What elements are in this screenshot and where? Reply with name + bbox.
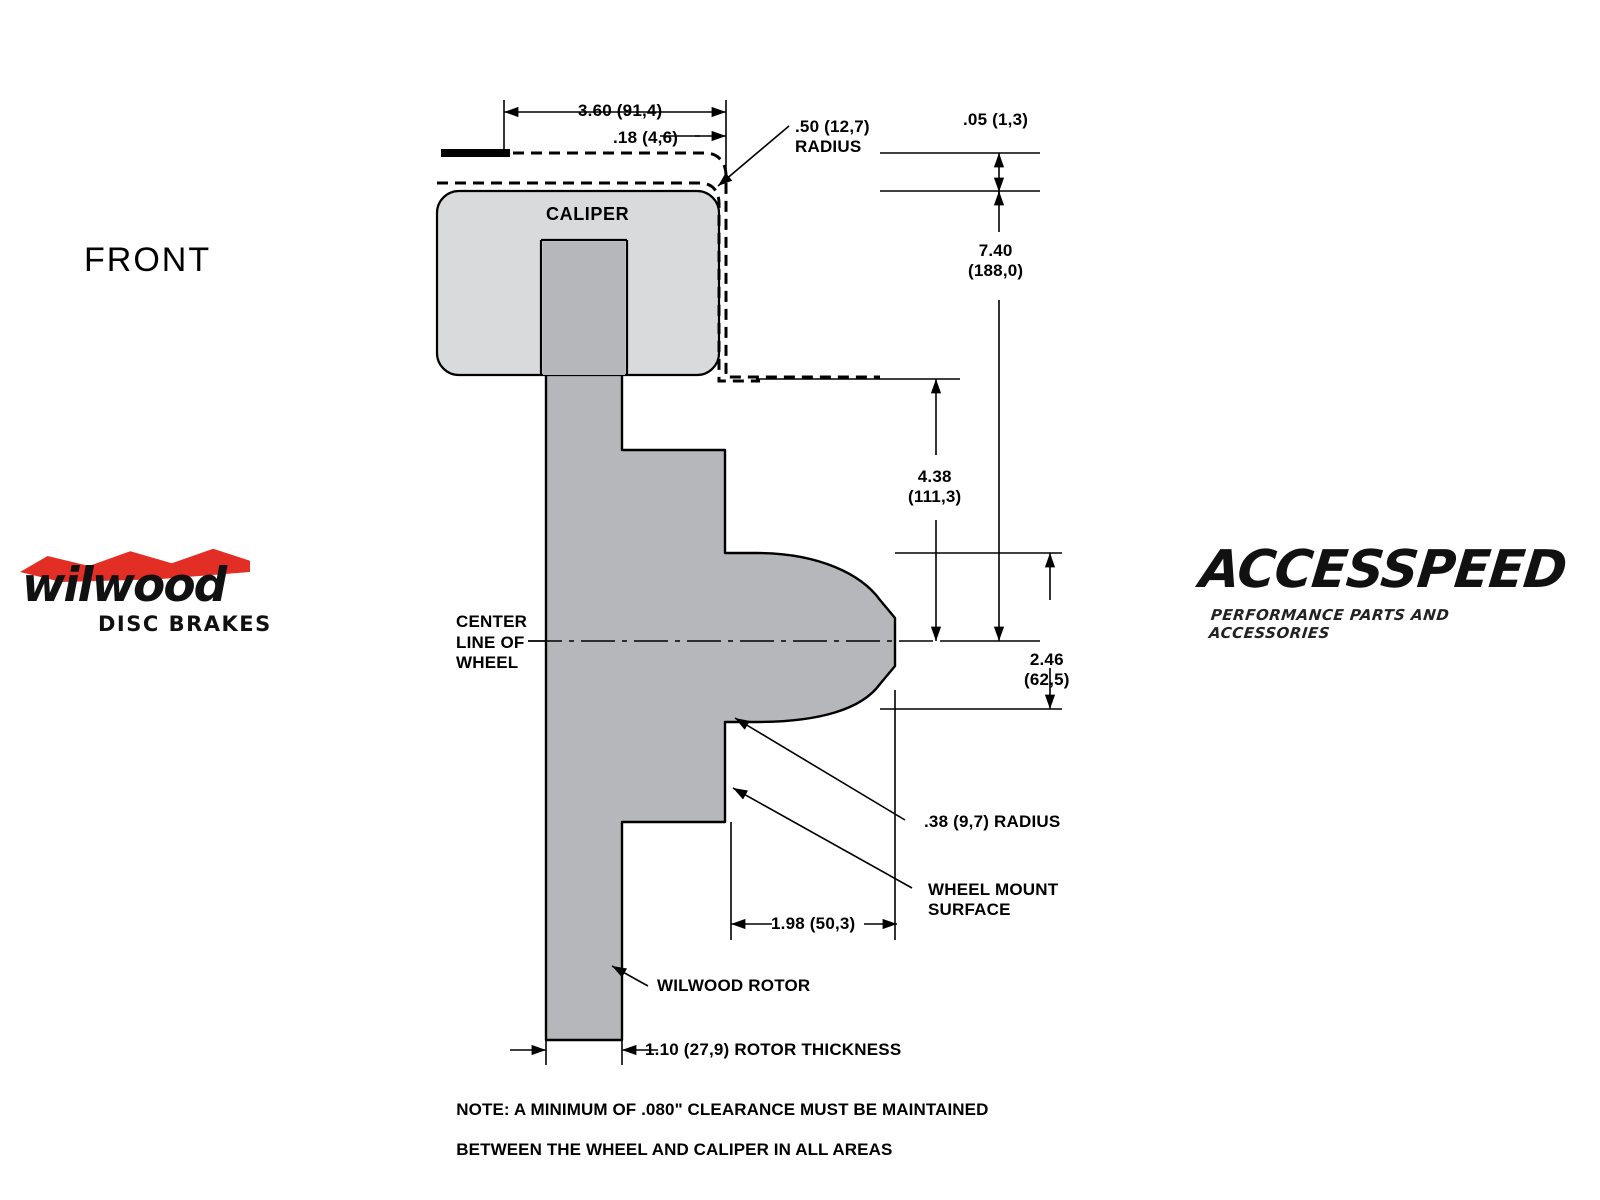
- dim-caliper-offset-label: .18 (4,6): [613, 128, 679, 147]
- dim-clearance-top: [880, 153, 1040, 192]
- dim-caliper-height-label: 7.40 (188,0): [968, 241, 1024, 281]
- dim-mount-offset: [731, 690, 897, 940]
- caliper-label: CALIPER: [546, 204, 630, 224]
- leader-hat-radius: [735, 718, 905, 820]
- dim-hat-radius-label: .38 (9,7) RADIUS: [924, 812, 1061, 831]
- dim-rotor-thickness: [510, 1040, 658, 1065]
- clearance-note-line2: BETWEEN THE WHEEL AND CALIPER IN ALL AREAS: [456, 1140, 893, 1160]
- clearance-note-line1: NOTE: A MINIMUM OF .080" CLEARANCE MUST BE MAINTAINED: [456, 1100, 989, 1120]
- leader-caliper-radius: [718, 126, 789, 186]
- accesspeed-tagline: PERFORMANCE PARTS AND ACCESSORIES: [1208, 606, 1451, 642]
- clearance-note: [437, 1080, 988, 1180]
- dim-clearance-top-label: .05 (1,3): [963, 110, 1029, 129]
- dim-mount-offset-label: 1.98 (50,3): [771, 914, 856, 933]
- dim-rotor-radius-label: 4.38 (111,3): [908, 467, 962, 507]
- wilwood-rotor-label: WILWOOD ROTOR: [657, 976, 811, 995]
- center-line-of-wheel-label: CENTER LINE OF WHEEL: [456, 612, 528, 673]
- dim-overall-width-label: 3.60 (91,4): [578, 101, 663, 120]
- wilwood-wordmark: wilwood: [22, 558, 226, 613]
- wheel-mount-surface-label: WHEEL MOUNT SURFACE: [928, 880, 1059, 920]
- dim-caliper-radius-label: .50 (12,7) RADIUS: [795, 117, 870, 157]
- dim-hat-height-label: 2.46 (62,5): [1024, 650, 1070, 690]
- view-title: FRONT: [84, 241, 212, 279]
- leader-wheel-mount-surface: [733, 788, 912, 888]
- accesspeed-wordmark: ACCESSPEED: [1196, 540, 1570, 600]
- dim-rotor-thickness-label: 1.10 (27,9) ROTOR THICKNESS: [645, 1040, 902, 1059]
- wilwood-tagline: DISC BRAKES: [98, 612, 272, 636]
